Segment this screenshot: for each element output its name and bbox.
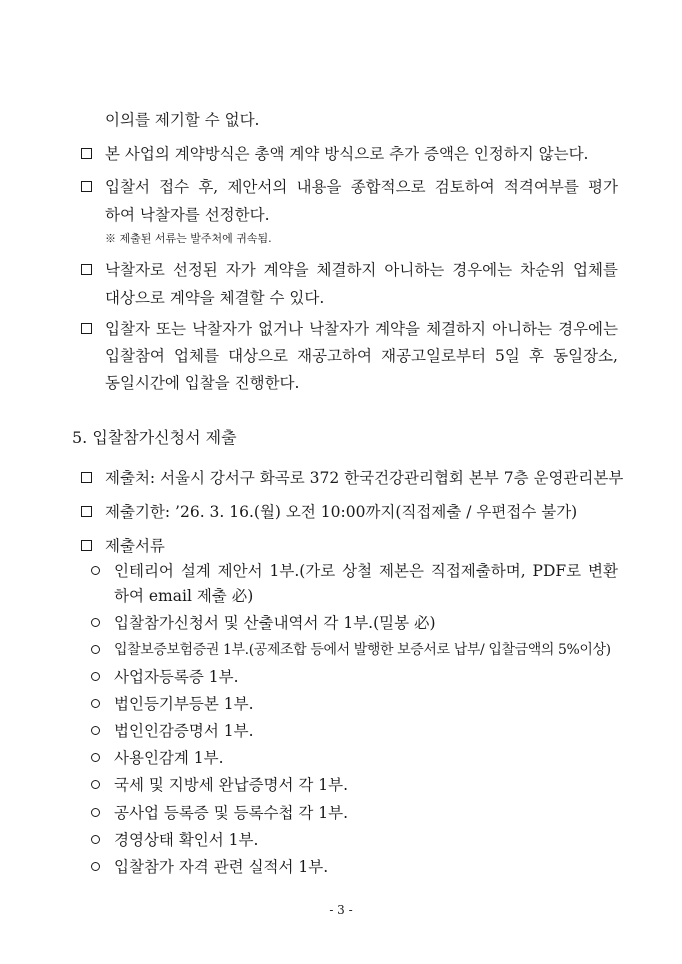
page-number: - 3 - (329, 903, 353, 917)
list-item-continuation: 하여 email 제출 必) (114, 587, 254, 605)
word: 인테리어 (114, 562, 174, 580)
word: 입찰서 (105, 178, 150, 196)
checkbox-square-icon (81, 540, 92, 551)
note-line: ※ 제출된 서류는 발주처에 귀속됨. (105, 232, 272, 245)
paragraph-line (105, 346, 618, 366)
circle-bullet-icon (91, 672, 100, 681)
word: 제안서의 (227, 178, 288, 196)
documents-title: 제출서류 (105, 537, 165, 555)
circle-bullet-icon (91, 862, 100, 871)
word: 낙찰자로 (105, 261, 165, 279)
list-item: 국세 및 지방세 완납증명서 각 1부. (114, 776, 349, 794)
paragraph-line (105, 260, 618, 280)
circle-bullet-icon (91, 835, 100, 844)
word: 경우에는 (558, 320, 618, 338)
paragraph-line: 하여 낙찰자를 선정한다. (105, 206, 270, 224)
circle-bullet-icon (91, 618, 100, 627)
word: 평가 (588, 178, 618, 196)
word: 후 (529, 347, 544, 365)
word: 낙찰자가 (192, 320, 252, 338)
paragraph-line (105, 177, 618, 197)
checkbox-square-icon (81, 506, 92, 517)
word: 설계 (180, 562, 211, 580)
word: 상철 (342, 562, 373, 580)
word: 변환 (588, 562, 618, 580)
word: 선정된 (172, 261, 218, 279)
word: 동일장소, (553, 347, 618, 365)
word: 종합적으로 (350, 178, 426, 196)
list-item: 사용인감계 1부. (114, 749, 224, 767)
word: 직접제출하며, (430, 562, 526, 580)
word: 체결하지 (316, 261, 377, 279)
checkbox-square-icon (81, 323, 92, 334)
circle-bullet-icon (91, 566, 100, 575)
word: 자가 (225, 261, 256, 279)
word: 1부.(가로 (269, 562, 336, 580)
word: 차순위 (520, 261, 566, 279)
word: 낙찰자가 (309, 320, 369, 338)
circle-bullet-icon (91, 726, 100, 735)
list-item: 입찰참가 자격 관련 실적서 1부. (114, 858, 329, 876)
word: 제안서 (217, 562, 263, 580)
word: 후, (198, 178, 219, 196)
list-item: 법인등기부등본 1부. (114, 695, 254, 713)
word: 내용을 (296, 178, 342, 196)
paragraph-line (105, 319, 618, 339)
word: 업체를 (572, 261, 618, 279)
paragraph-line: 대상으로 계약을 체결할 수 있다. (105, 289, 325, 307)
list-item: 입찰참가신청서 및 산출내역서 각 1부.(밀봉 必) (114, 614, 436, 632)
word: PDF로 (532, 562, 582, 580)
circle-bullet-icon (91, 645, 100, 654)
list-item: 사업자등록증 1부. (114, 668, 239, 686)
list-item: 경영상태 확인서 1부. (114, 831, 259, 849)
word: 적격여부를 (503, 178, 579, 196)
word: 5일 (495, 347, 520, 365)
word: 제본은 (379, 562, 424, 580)
section-heading: 5. 입찰참가신청서 제출 (72, 428, 237, 447)
checkbox-square-icon (81, 148, 92, 159)
word: 아니하는 (492, 320, 552, 338)
circle-bullet-icon (91, 780, 100, 789)
paragraph-line: 동일시간에 입찰을 진행한다. (105, 374, 300, 392)
circle-bullet-icon (91, 753, 100, 762)
list-item (114, 561, 618, 581)
word: 재공고일로부터 (381, 347, 486, 365)
paragraph-line: 이의를 제기할 수 없다. (105, 111, 260, 129)
list-item: 법인인감증명서 1부. (114, 722, 254, 740)
circle-bullet-icon (91, 808, 100, 817)
word: 검토하여 (434, 178, 495, 196)
checkbox-square-icon (81, 264, 92, 275)
word: 체결하지 (426, 320, 486, 338)
word: 아니하는 (384, 261, 445, 279)
word: 재공고하여 (297, 347, 372, 365)
word: 업체를 (174, 347, 219, 365)
paragraph-line: 본 사업의 계약방식은 총액 계약 방식으로 추가 증액은 인정하지 않는다. (105, 145, 589, 163)
checkbox-square-icon (81, 181, 92, 192)
list-item: 입찰보증보험증권 1부.(공제조합 등에서 발행한 보증서로 납부/ 입찰금액의 5%이상) (114, 642, 611, 658)
word: 접수 (159, 178, 190, 196)
word: 경우에는 (452, 261, 513, 279)
checkbox-square-icon (81, 472, 92, 483)
word: 계약을 (263, 261, 309, 279)
submit-to-line: 제출처: 서울시 강서구 화곡로 372 한국건강관리협회 본부 7층 운영관리본부 (105, 469, 624, 487)
word: 입찰참여 (105, 347, 165, 365)
word: 입찰자 (105, 320, 150, 338)
word: 대상으로 (228, 347, 288, 365)
word: 없거나 (258, 320, 303, 338)
word: 또는 (156, 320, 186, 338)
circle-bullet-icon (91, 699, 100, 708)
word: 계약을 (375, 320, 420, 338)
deadline-line: 제출기한: ’26. 3. 16.(월) 오전 10:00까지(직접제출 / 우편접수 불가) (105, 503, 578, 521)
list-item: 공사업 등록증 및 등록수첩 각 1부. (114, 804, 349, 822)
